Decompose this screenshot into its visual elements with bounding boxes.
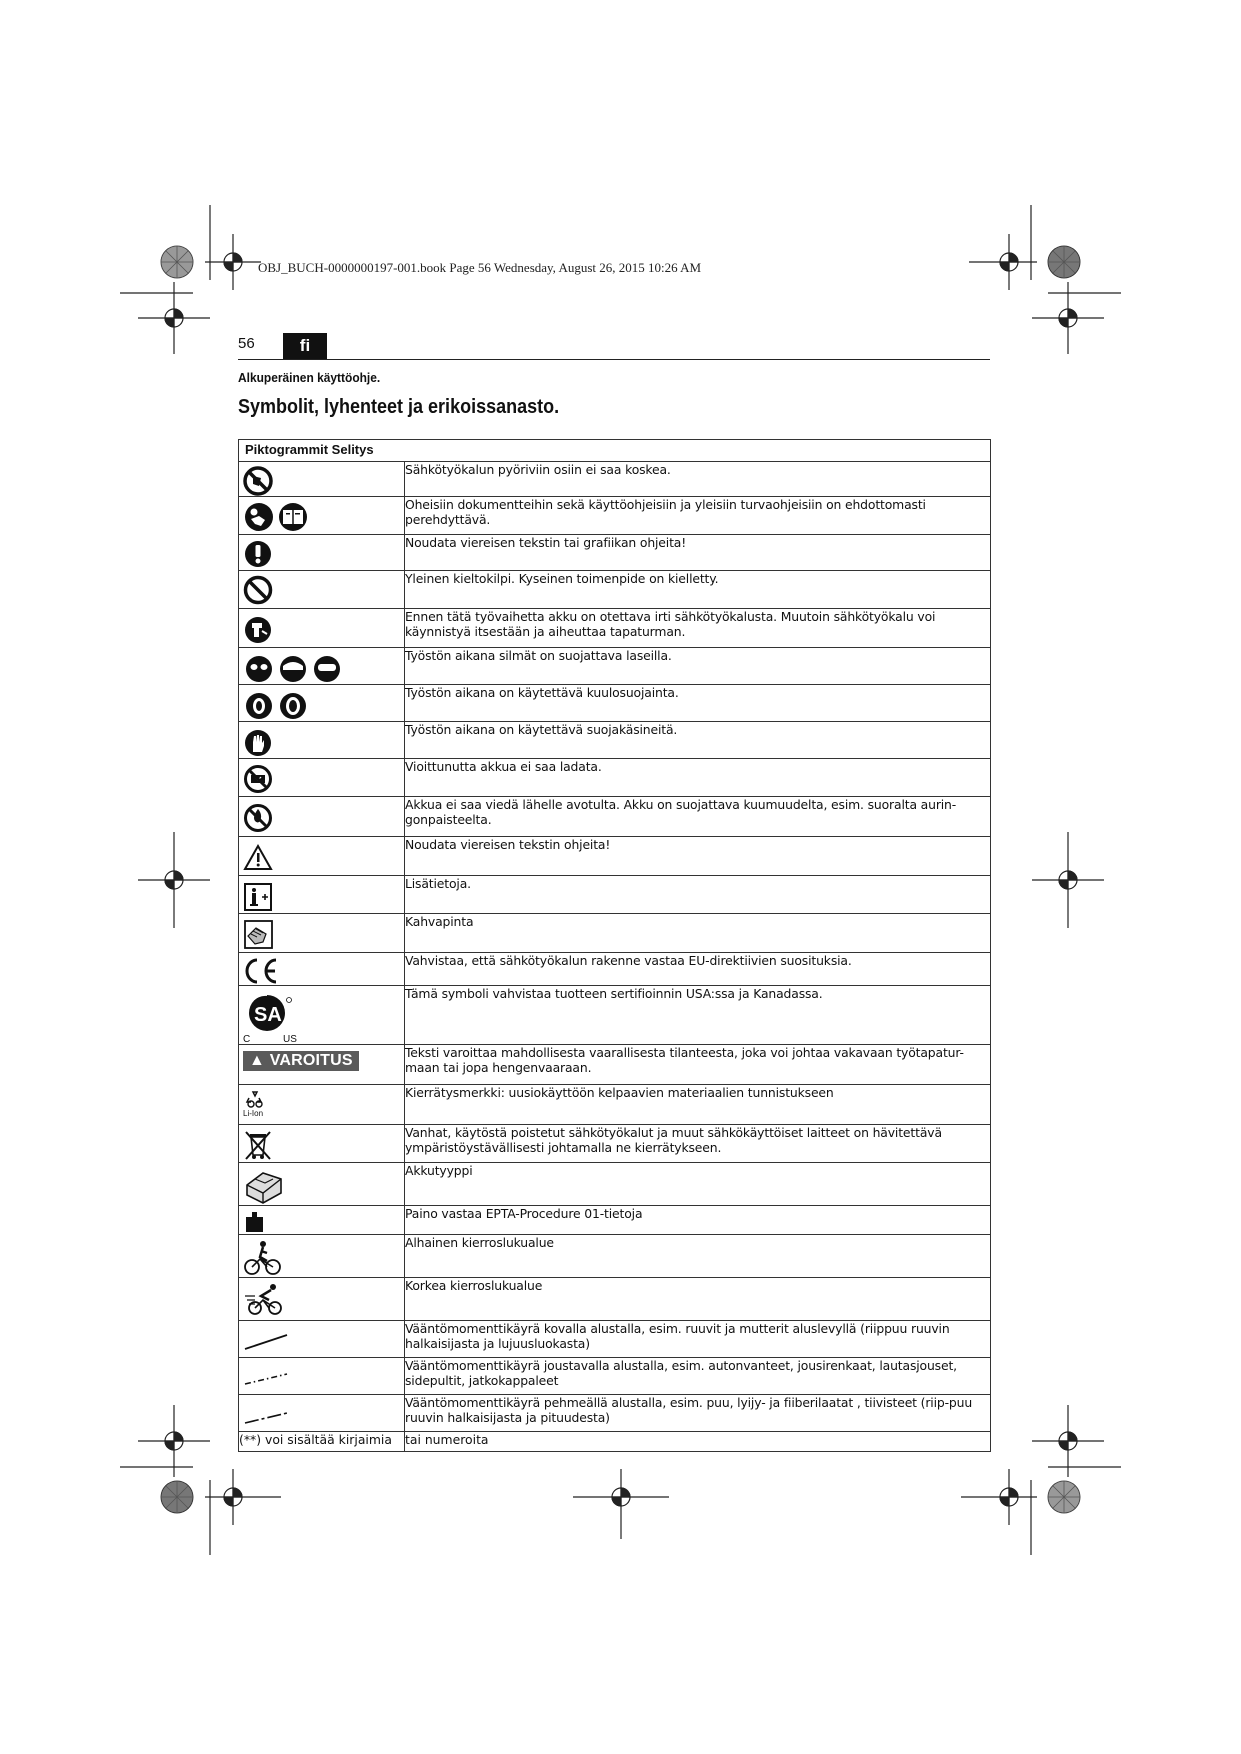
icon-cell xyxy=(239,876,405,914)
description-cell: Kierrätysmerkki: uusiokäyttöön kelpaavien materiaalien tunnistukseen xyxy=(405,1085,991,1125)
icon-cell xyxy=(239,571,405,609)
icon-cell xyxy=(239,1321,405,1358)
icon-cell xyxy=(239,609,405,648)
footnote-left: (**) voi sisältää kirjaimia xyxy=(239,1432,405,1452)
table-row xyxy=(239,609,991,648)
torque-curve-elastic-icon xyxy=(243,1362,293,1390)
description-cell: Alhainen kierroslukualue xyxy=(405,1235,991,1278)
table-row xyxy=(239,876,991,914)
table-row xyxy=(239,759,991,797)
page-number: 56 xyxy=(238,335,255,352)
protective-gloves-icon xyxy=(243,726,275,758)
icon-cell xyxy=(239,953,405,986)
description-cell: Yleinen kieltokilpi. Kyseinen toimenpide on kielletty. xyxy=(405,571,991,609)
remove-battery-icon xyxy=(243,613,275,645)
section-title: Symbolit, lyhenteet ja erikoissanasto. xyxy=(238,396,560,418)
torque-curve-hard-icon xyxy=(243,1325,293,1353)
li-ion-label: Li-Ion xyxy=(243,1109,264,1118)
mandatory-exclamation-icon xyxy=(243,539,275,569)
table-row xyxy=(239,1125,991,1163)
description-cell: Akkua ei saa viedä lähelle avotulta. Akku on suojattava kuumuudelta, esim. suoralta aurin-gonpaisteelta. xyxy=(405,797,991,837)
symbols-table xyxy=(238,439,991,1452)
icon-cell xyxy=(239,1085,405,1125)
table-row xyxy=(239,914,991,953)
icon-cell xyxy=(239,1206,405,1235)
warning-triangle-icon: ▲ xyxy=(249,1052,266,1069)
ce-mark-icon xyxy=(243,957,283,985)
table-row xyxy=(239,1395,991,1432)
table-row xyxy=(239,722,991,759)
icon-cell xyxy=(239,797,405,837)
description-cell: Sähkötyökalun pyöriviin osiin ei saa koskea. xyxy=(405,462,991,497)
description-cell: Vääntömomenttikäyrä joustavalla alustalla, esim. autonvanteet, jousirenkaat, lautasjouset, sidepultit, jatkokappaleet xyxy=(405,1358,991,1395)
description-cell: Akkutyyppi xyxy=(405,1163,991,1206)
icon-cell xyxy=(239,1125,405,1163)
icon-cell xyxy=(239,986,405,1045)
table-header: Piktogrammit Selitys xyxy=(239,440,991,462)
table-row xyxy=(239,1358,991,1395)
table-header-row xyxy=(239,440,991,462)
information-icon xyxy=(243,880,275,912)
torque-curve-soft-icon xyxy=(243,1399,293,1427)
table-row xyxy=(239,571,991,609)
description-cell: Vanhat, käytöstä poistetut sähkötyökalut ja muut sähkökäyttöiset laitteet on hävitettävä ympäristöystävällisesti johtamalla ne kierrätykseen. xyxy=(405,1125,991,1163)
icon-cell xyxy=(239,1278,405,1321)
svg-text:US: US xyxy=(283,1034,297,1044)
icon-cell xyxy=(239,497,405,535)
table-row xyxy=(239,1321,991,1358)
icon-cell xyxy=(239,685,405,722)
icon-cell xyxy=(239,1235,405,1278)
icon-cell xyxy=(239,759,405,797)
document-subtitle: Alkuperäinen käyttöohje. xyxy=(238,370,381,385)
footnote-right: tai numeroita xyxy=(405,1432,991,1452)
svg-text:C: C xyxy=(243,1034,251,1044)
table-row xyxy=(239,1045,991,1085)
description-cell: Työstön aikana on käytettävä suojakäsineitä. xyxy=(405,722,991,759)
table-row xyxy=(239,497,991,535)
recycling-li-ion-icon xyxy=(243,1089,275,1111)
weight-icon xyxy=(243,1210,267,1234)
description-cell: Teksti varoittaa mahdollisesta vaarallisesta tilanteesta, joka voi johtaa vakavaan työtapatur-maan tai jopa hengenvaaraan. xyxy=(405,1045,991,1085)
icon-cell xyxy=(239,462,405,497)
csa-us-mark-icon xyxy=(243,990,307,1044)
description-cell: Noudata viereisen tekstin tai grafiikan ohjeita! xyxy=(405,535,991,571)
description-cell: Vahvistaa, että sähkötyökalun rakenne vastaa EU-direktiivien suosituksia. xyxy=(405,953,991,986)
description-cell: Vioittunutta akkua ei saa ladata. xyxy=(405,759,991,797)
icon-cell xyxy=(239,914,405,953)
table-row xyxy=(239,685,991,722)
table-row xyxy=(239,986,991,1045)
prohibition-icon xyxy=(243,575,275,605)
table-row xyxy=(239,648,991,685)
table-row xyxy=(239,1085,991,1125)
icon-cell xyxy=(239,648,405,685)
crossed-out-bin-icon xyxy=(243,1129,275,1161)
slow-bicycle-icon xyxy=(243,1239,283,1277)
description-cell: Kahvapinta xyxy=(405,914,991,953)
no-open-flame-icon xyxy=(243,801,275,833)
icon-cell xyxy=(239,1163,405,1206)
description-cell: Vääntömomenttikäyrä pehmeällä alustalla, esim. puu, lyijy- ja fiiberilaatat , tiivisteet (riip-puu ruuvin halkaisijasta ja pituudesta) xyxy=(405,1395,991,1432)
icon-cell xyxy=(239,1395,405,1432)
footnote-row xyxy=(239,1432,991,1452)
description-cell: Paino vastaa EPTA-Procedure 01-tietoja xyxy=(405,1206,991,1235)
description-cell: Noudata viereisen tekstin ohjeita! xyxy=(405,837,991,876)
table-row xyxy=(239,953,991,986)
file-header: OBJ_BUCH-0000000197-001.book Page 56 Wednesday, August 26, 2015 10:26 AM xyxy=(258,260,702,275)
no-touch-rotating-parts-icon xyxy=(243,466,275,496)
description-cell: Vääntömomenttikäyrä kovalla alustalla, esim. ruuvit ja mutterit aluslevyllä (riippuu ruuvin halkaisijasta ja lujuusluokasta) xyxy=(405,1321,991,1358)
description-cell: Lisätietoja. xyxy=(405,876,991,914)
table-row xyxy=(239,1163,991,1206)
ear-protection-icon xyxy=(243,689,309,721)
table-row xyxy=(239,1278,991,1321)
description-cell: Ennen tätä työvaihetta akku on otettava irti sähkötyökalusta. Muutoin sähkötyökalu voi käynnistyä itsestään ja aiheuttaa tapaturman. xyxy=(405,609,991,648)
icon-cell xyxy=(239,1358,405,1395)
table-row xyxy=(239,837,991,876)
svg-text:SA: SA xyxy=(254,1004,282,1026)
grip-surface-icon xyxy=(243,918,275,950)
description-cell: Oheisiin dokumentteihin sekä käyttöohjeisiin ja yleisiin turvaohjeisiin on ehdottomasti perehdyttävä. xyxy=(405,497,991,535)
description-cell: Työstön aikana on käytettävä kuulosuojainta. xyxy=(405,685,991,722)
description-cell: Tämä symboli vahvistaa tuotteen sertifioinnin USA:ssa ja Kanadassa. xyxy=(405,986,991,1045)
table-row xyxy=(239,535,991,571)
fast-bicycle-icon xyxy=(243,1282,287,1316)
language-tab: fi xyxy=(283,333,327,359)
table-row xyxy=(239,1206,991,1235)
read-manual-icon xyxy=(243,501,313,533)
header-rule xyxy=(238,359,990,360)
table-row xyxy=(239,1235,991,1278)
table-row xyxy=(239,462,991,497)
table-row xyxy=(239,797,991,837)
description-cell: Työstön aikana silmät on suojattava laseilla. xyxy=(405,648,991,685)
icon-cell xyxy=(239,837,405,876)
varoitus-label: ▲ VAROITUS xyxy=(243,1051,359,1071)
icon-cell xyxy=(239,1045,405,1085)
warning-triangle-icon xyxy=(243,841,275,873)
battery-pack-icon xyxy=(243,1167,287,1205)
icon-cell xyxy=(239,722,405,759)
icon-cell xyxy=(239,535,405,571)
eye-protection-icon xyxy=(243,652,343,684)
no-charging-damaged-battery-icon xyxy=(243,763,275,795)
description-cell: Korkea kierroslukualue xyxy=(405,1278,991,1321)
